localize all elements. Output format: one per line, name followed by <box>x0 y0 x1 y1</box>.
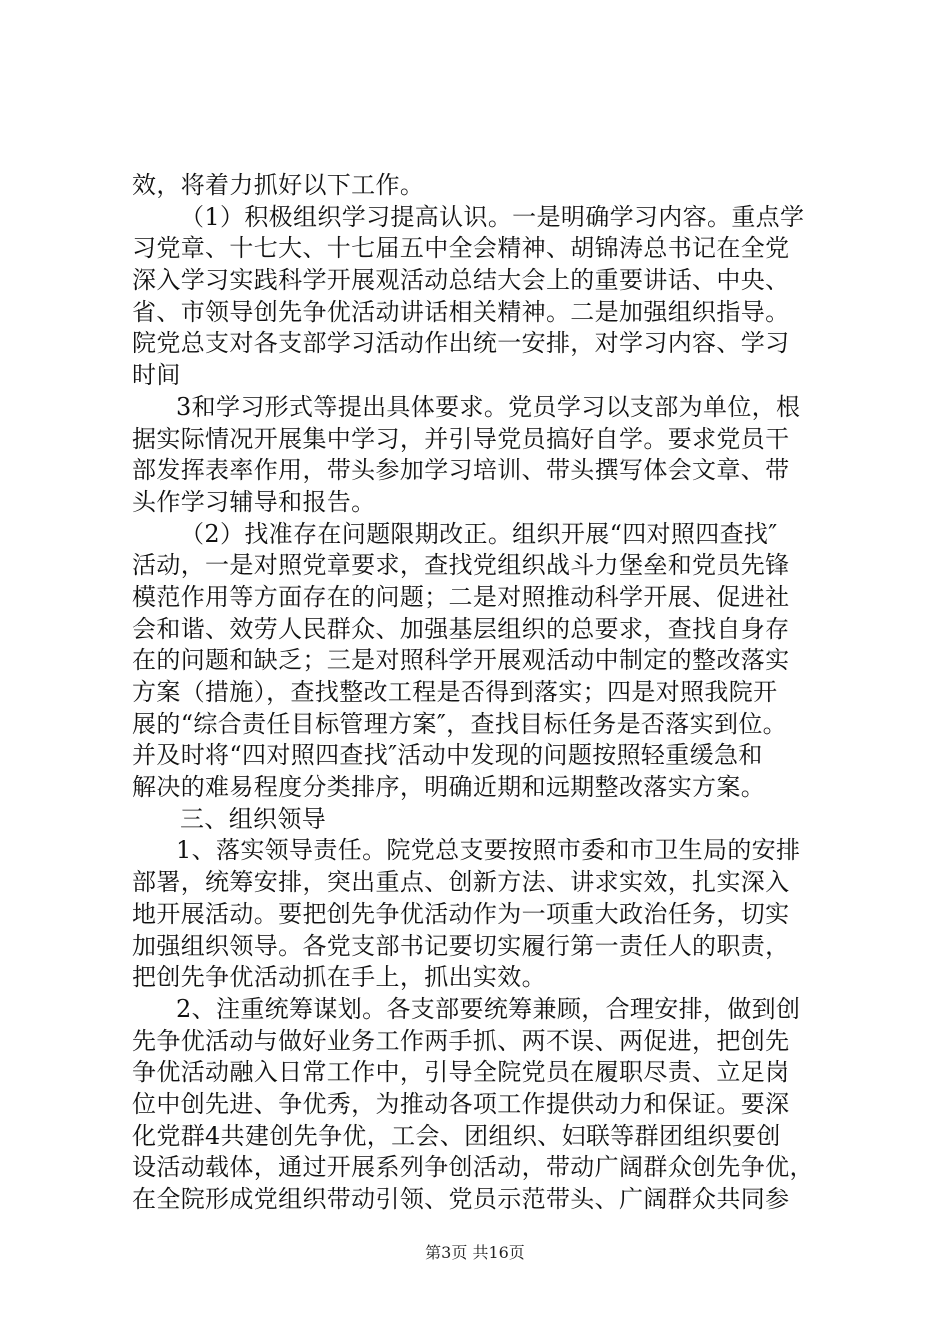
text-line: 加强组织领导。各党支部书记要切实履行第一责任人的职责， <box>132 931 790 960</box>
section-heading: 三、组织领导 <box>180 804 327 833</box>
text-line: 化党群4共建创先争优，工会、团组织、妇联等群团组织要创 <box>132 1121 781 1150</box>
text-line: （2）找准存在问题限期改正。组织开展“四对照四查找″ <box>180 519 778 548</box>
text-line: 活动，一是对照党章要求，查找党组织战斗力堡垒和党员先锋 <box>132 551 790 580</box>
text-line: 设活动载体，通过开展系列争创活动，带动广阔群众创先争优， <box>132 1153 814 1182</box>
text-line: 2、注重统筹谋划。各支部要统筹兼顾，合理安排，做到创 <box>176 994 801 1023</box>
text-line: 头作学习辅导和报告。 <box>132 487 376 516</box>
text-line: 部署，统筹安排，突出重点、创新方法、讲求实效，扎实深入 <box>132 868 790 897</box>
text-line: 3和学习形式等提出具体要求。党员学习以支部为单位，根 <box>176 392 801 421</box>
text-line: 部发挥表率作用，带头参加学习培训、带头撰写体会文章、带 <box>132 456 790 485</box>
text-line: 解决的难易程度分类排序，明确近期和远期整改落实方案。 <box>132 773 766 802</box>
text-line: 方案（措施），查找整改工程是否得到落实；四是对照我院开 <box>132 678 778 706</box>
text-line: 把创先争优活动抓在手上，抓出实效。 <box>132 963 546 992</box>
text-line: 在全院形成党组织带动引领、党员示范带头、广阔群众共同参 <box>132 1185 790 1213</box>
text-line: 会和谐、效劳人民群众、加强基层组织的总要求，查找自身存 <box>132 614 790 643</box>
text-line: 省、市领导创先争优活动讲话相关精神。二是加强组织指导。 <box>132 297 790 326</box>
text-line: 先争优活动与做好业务工作两手抓、两不误、两促进，把创先 <box>132 1026 790 1055</box>
text-line: 争优活动融入日常工作中，引导全院党员在履职尽责、立足岗 <box>132 1058 790 1087</box>
text-line: 1、落实领导责任。院党总支要按照市委和市卫生局的安排 <box>176 836 801 865</box>
text-line: 地开展活动。要把创先争优活动作为一项重大政治任务，切实 <box>132 899 790 928</box>
text-line: 并及时将“四对照四查找″活动中发现的问题按照轻重缓急和 <box>132 741 763 770</box>
page-footer <box>0 1243 950 1263</box>
text-line: （1）积极组织学习提高认识。一是明确学习内容。重点学 <box>180 202 805 231</box>
text-line: 习党章、十七大、十七届五中全会精神、胡锦涛总书记在全党 <box>132 234 790 263</box>
text-line: 效，将着力抓好以下工作。 <box>132 171 425 199</box>
text-line: 据实际情况开展集中学习，并引导党员搞好自学。要求党员干 <box>132 424 790 453</box>
text-line: 展的“综合责任目标管理方案″，查找目标任务是否落实到位。 <box>132 709 788 738</box>
text-line: 在的问题和缺乏；三是对照科学开展观活动中制定的整改落实 <box>132 646 790 675</box>
text-line: 时间 <box>132 361 181 390</box>
body-text <box>132 170 852 1216</box>
text-line: 深入学习实践科学开展观活动总结大会上的重要讲话、中央、 <box>132 266 790 295</box>
text-line: 院党总支对各支部学习活动作出统一安排，对学习内容、学习 <box>132 329 790 358</box>
text-line: 位中创先进、争优秀，为推动各项工作提供动力和保证。要深 <box>132 1089 790 1118</box>
page-number: 第3页 共16页 <box>425 1243 525 1262</box>
text-line: 模范作用等方面存在的问题；二是对照推动科学开展、促进社 <box>132 582 790 611</box>
